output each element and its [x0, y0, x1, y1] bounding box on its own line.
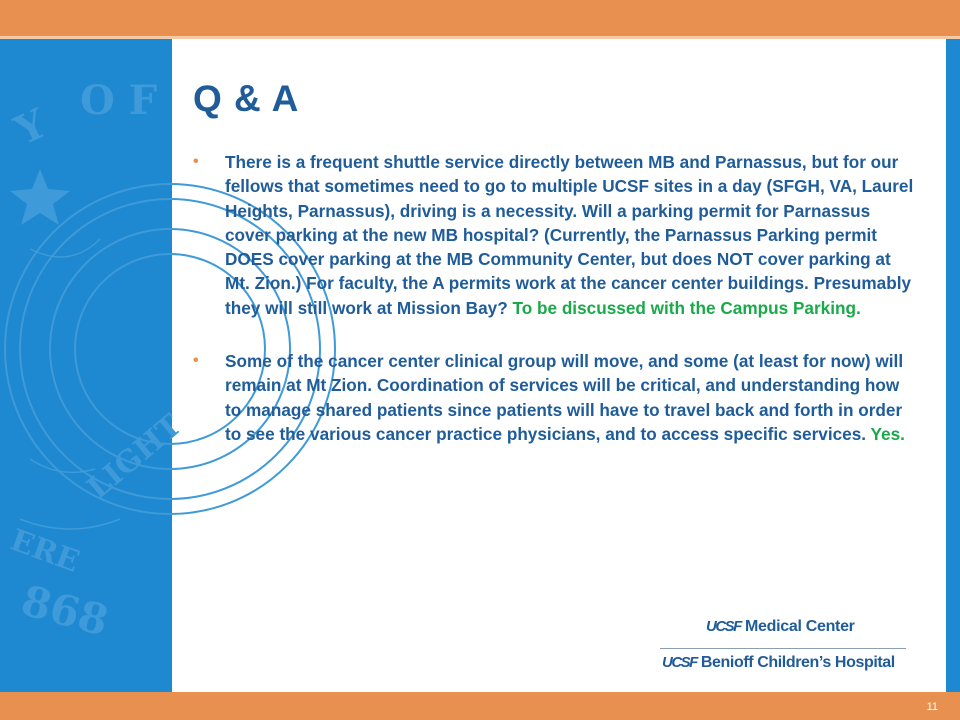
ucsf-logo — [662, 616, 908, 682]
question-text: Some of the cancer center clinical group will move, and some (at least for now) will remain at Mt Zion. Coordination of services will be critical, and understanding how to manage shared patients since patients will have to travel back and forth in order to see the various cancer practice physicians, and to access specific services. — [225, 351, 904, 444]
logo-divider — [660, 648, 906, 649]
logo-medical-center-text: Medical Center — [745, 618, 855, 635]
logo-childrens-hospital-text: Benioff Children’s Hospital — [700, 654, 895, 671]
list-item — [193, 349, 918, 446]
svg-text:ERE: ERE — [5, 522, 85, 580]
bullet-point-icon: • — [193, 352, 199, 370]
answer-text: Yes. — [870, 423, 905, 444]
svg-text:LIGHT: LIGHT — [80, 407, 189, 507]
ucsf-logo-mark: UCSF — [662, 654, 697, 671]
list-item — [193, 150, 918, 320]
logo-medical-center — [706, 618, 855, 636]
svg-text:868: 868 — [16, 575, 114, 646]
svg-text:Y: Y — [7, 99, 54, 155]
left-seal-panel — [0, 39, 189, 692]
question-text: There is a frequent shuttle service directly between MB and Parnassus, but for our fellows that sometimes need to go to multiple UCSF sites in a day (SFGH, VA, Laurel Heights, Parnassus), driving is a necessity. Will a parking permit for Parnassus cover parking at the new MB hospital? (Currently, the Parnassus Parking permit DOES cover parking at the MB Community Center, but does NOT cover parking at Mt. Zion.) For faculty, the A permits work at the cancer center buildings. Presumably they will still work at Mission Bay? — [225, 152, 914, 318]
ucsf-logo-mark: UCSF — [706, 618, 741, 635]
bullet-list — [193, 150, 918, 446]
slide-title: Q & A — [193, 78, 300, 119]
bullet-point-icon: • — [193, 153, 199, 170]
university-seal-watermark-icon — [0, 39, 189, 692]
logo-childrens-hospital — [662, 654, 895, 672]
answer-text: To be discussed with the Campus Parking. — [512, 297, 861, 318]
page-number: 11 — [926, 701, 938, 713]
bottom-orange-bar — [0, 692, 960, 720]
top-orange-bar — [0, 0, 960, 36]
svg-text:O F: O F — [80, 77, 158, 124]
right-blue-strip — [946, 39, 960, 692]
